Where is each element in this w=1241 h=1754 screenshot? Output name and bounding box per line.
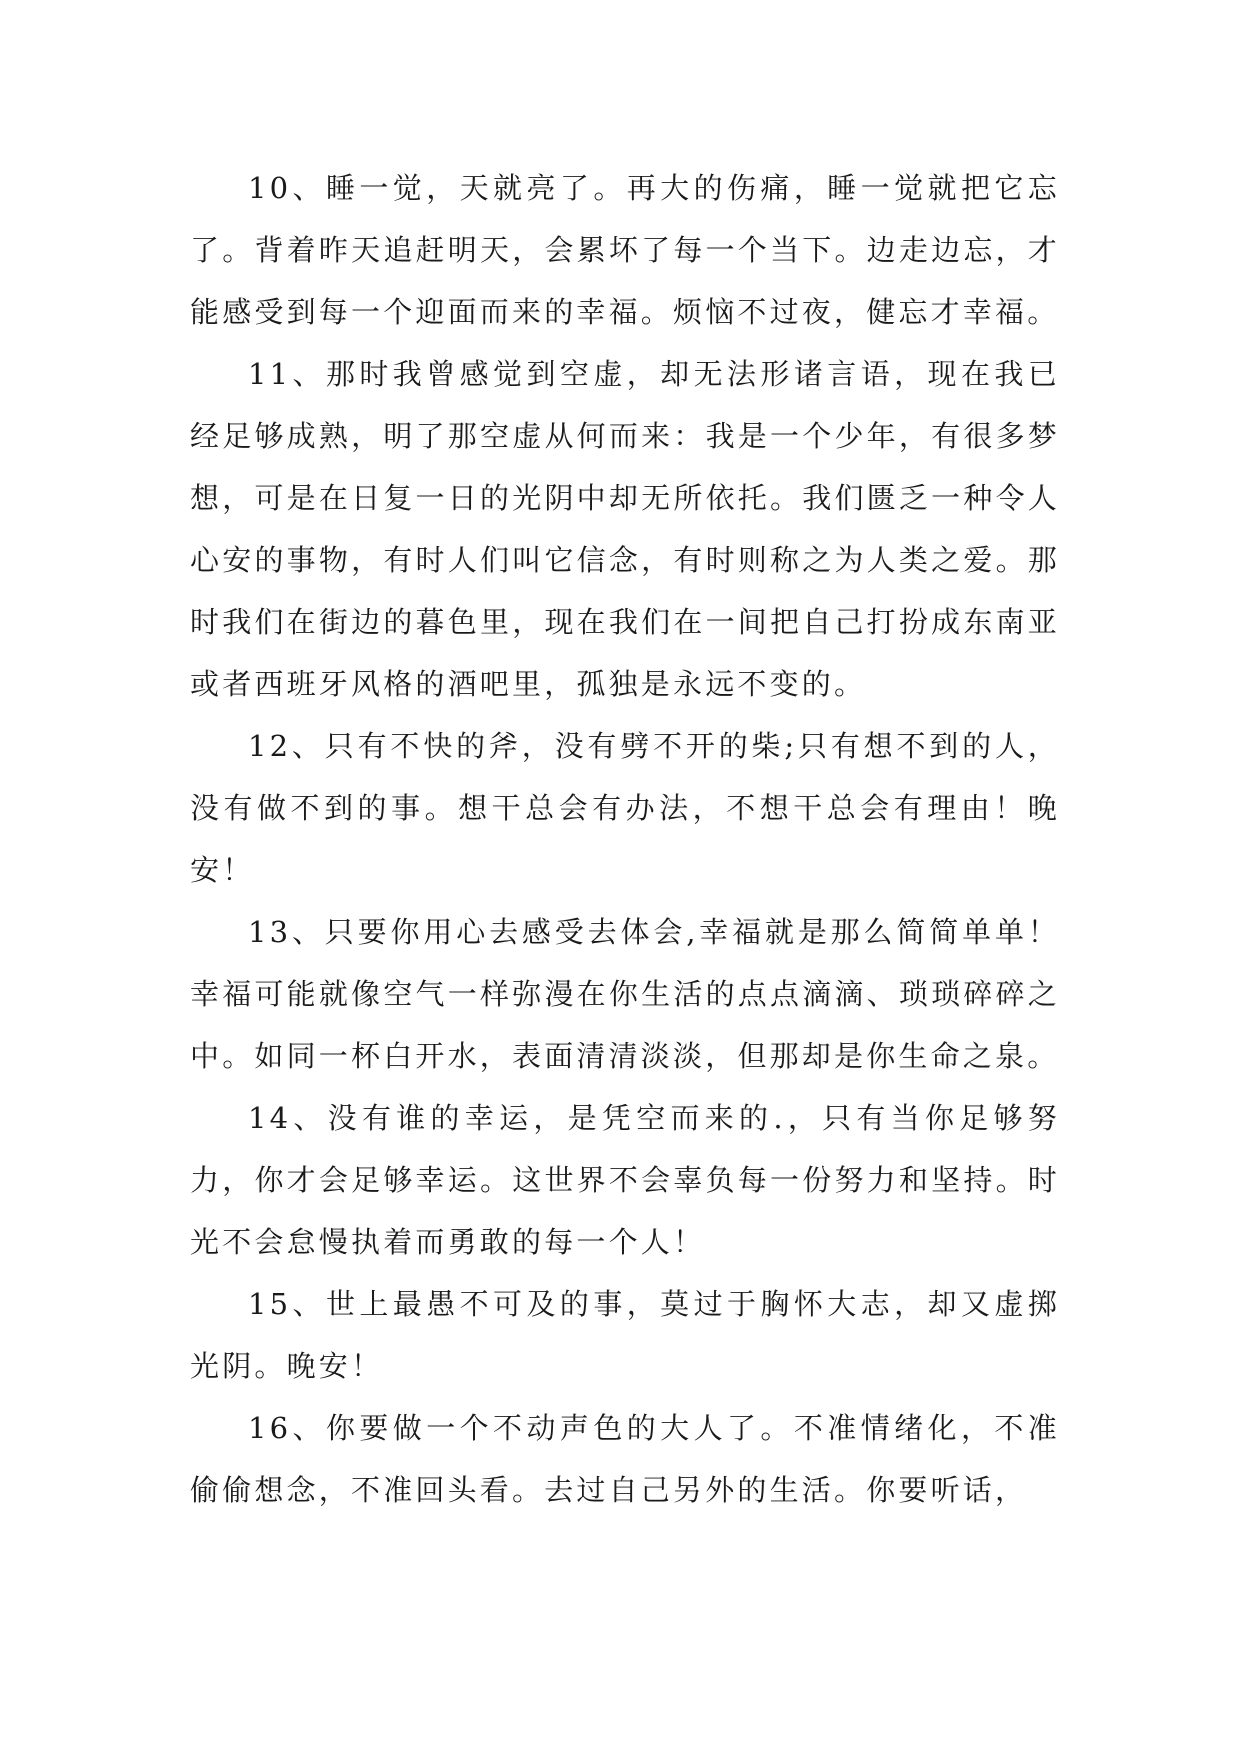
paragraph-14: 14、没有谁的幸运，是凭空而来的.，只有当你足够努力，你才会足够幸运。这世界不会辜负每一份努力和坚持。时光不会怠慢执着而勇敢的每一个人！ [190, 1101, 1060, 1259]
document-body [190, 157, 1060, 1521]
paragraph-13: 13、只要你用心去感受去体会,幸福就是那么简简单单！幸福可能就像空气一样弥漫在你生活的点点滴滴、琐琐碎碎之中。如同一杯白开水，表面清清淡淡，但那却是你生命之泉。 [190, 915, 1060, 1073]
paragraph-15: 15、世上最愚不可及的事，莫过于胸怀大志，却又虚掷光阴。晚安！ [190, 1287, 1060, 1383]
paragraph-12: 12、只有不快的斧，没有劈不开的柴;只有想不到的人，没有做不到的事。想干总会有办法，不想干总会有理由！晚安！ [190, 729, 1060, 887]
paragraph-11: 11、那时我曾感觉到空虚，却无法形诸言语，现在我已经足够成熟，明了那空虚从何而来：我是一个少年，有很多梦想，可是在日复一日的光阴中却无所依托。我们匮乏一种令人心安的事物，有时人们叫它信念，有时则称之为人类之爱。那时我们在街边的暮色里，现在我们在一间把自己打扮成东南亚或者西班牙风格的酒吧里，孤独是永远不变的。 [190, 357, 1060, 701]
paragraph-10: 10、睡一觉，天就亮了。再大的伤痛，睡一觉就把它忘了。背着昨天追赶明天，会累坏了每一个当下。边走边忘，才能感受到每一个迎面而来的幸福。烦恼不过夜，健忘才幸福。 [190, 171, 1060, 329]
paragraph-16: 16、你要做一个不动声色的大人了。不准情绪化，不准偷偷想念，不准回头看。去过自己另外的生活。你要听话， [190, 1411, 1060, 1507]
